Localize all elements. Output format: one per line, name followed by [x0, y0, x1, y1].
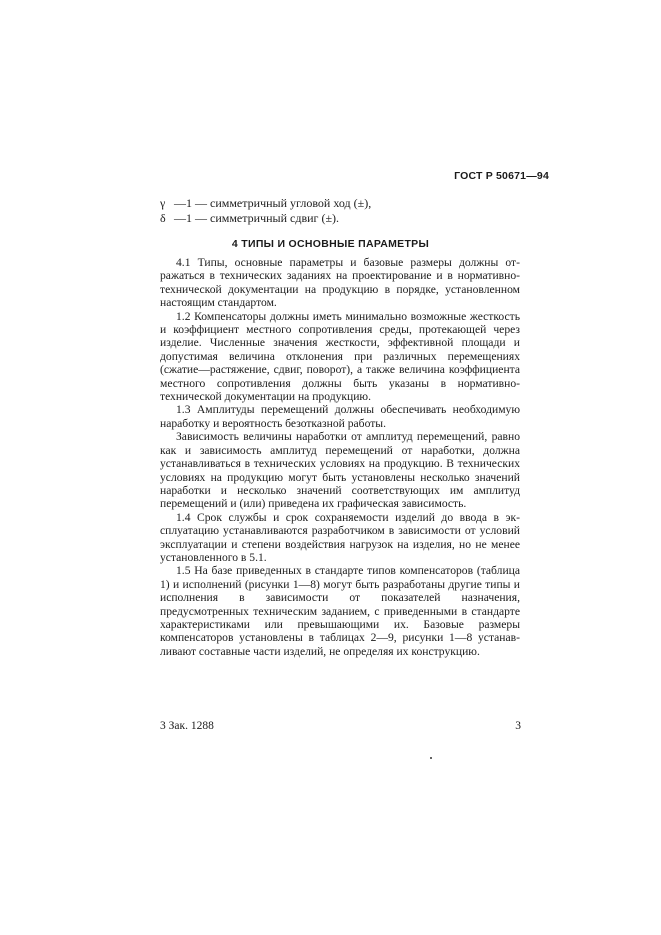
paragraph: 1.2 Компенсаторы должны иметь минимально возможные жесткость и коэффициент местного сопротивления среды, протекающей через изделие. Численные значения жесткости, эффективной площади и допустимая величина отклонения при различных перемещениях (сжатие—растяжение, сдвиг, поворот), а также величина коэффициента местного сопротивления должны быть указаны в нормативно-технической документации на продукцию.	[160, 309, 520, 404]
scan-speck	[430, 757, 432, 759]
paragraph: Зависимость величины наработки от амплитуд перемещений, равно как и зависимость амплитуд перемещений от наработки, должна устанавливаться в технических условиях на продукцию. В технических условиях на продукцию могут быть установлены несколько значений наработки и несколько значений соответствующих им амплитуд перемещений и (или) приведена их графическая зависимость.	[160, 430, 520, 511]
legend-text: —1 — симметричный угловой ход (±),	[174, 196, 372, 210]
section-title: 4 ТИПЫ И ОСНОВНЫЕ ПАРАМЕТРЫ	[231, 238, 430, 250]
standard-code: ГОСТ Р 50671—94	[454, 170, 549, 182]
paragraph: 4.1 Типы, основные параметры и базовые размеры должны отражаться в технических заданиях на проектирование и в нормативно-технической документации на продукцию в порядке, установленном настоящим стандартом.	[160, 256, 520, 310]
page-number: 3	[515, 720, 521, 732]
legend-item	[160, 196, 371, 211]
paragraph: 1.5 На базе приведенных в стандарте типов компенсаторов (таблица 1) и исполнений (рисунки 1—8) могут быть разработаны другие типы и исполнения в зависимости от показателей назначения, предусмотренных техническим заданием, с приведенными в стандарте характеристиками или превышающими их. Базовые размеры компенсаторов установлены в таблицах 2—9, рисунки 1—8 устанавливают составные части изделий, не определяя их конструкцию.	[160, 564, 520, 658]
symbol-legend	[160, 196, 371, 225]
legend-symbol: γ	[160, 196, 166, 210]
order-number: 3 Зак. 1288	[160, 720, 214, 732]
legend-symbol: δ	[160, 210, 166, 225]
paragraph: 1.3 Амплитуды перемещений должны обеспечивать необходимую наработку и вероятность безотказной работы.	[160, 403, 520, 430]
section-body	[160, 256, 520, 658]
legend-text: —1 — симметричный сдвиг (±).	[174, 210, 340, 225]
paragraph: 1.4 Срок службы и срок сохраняемости изделий до ввода в эксплуатацию устанавливаются разработчиком в зависимости от условий эксплуатации и степени воздействия нагрузок на изделия, но не менее установленного в 5.1.	[160, 510, 520, 564]
legend-item	[160, 211, 371, 226]
